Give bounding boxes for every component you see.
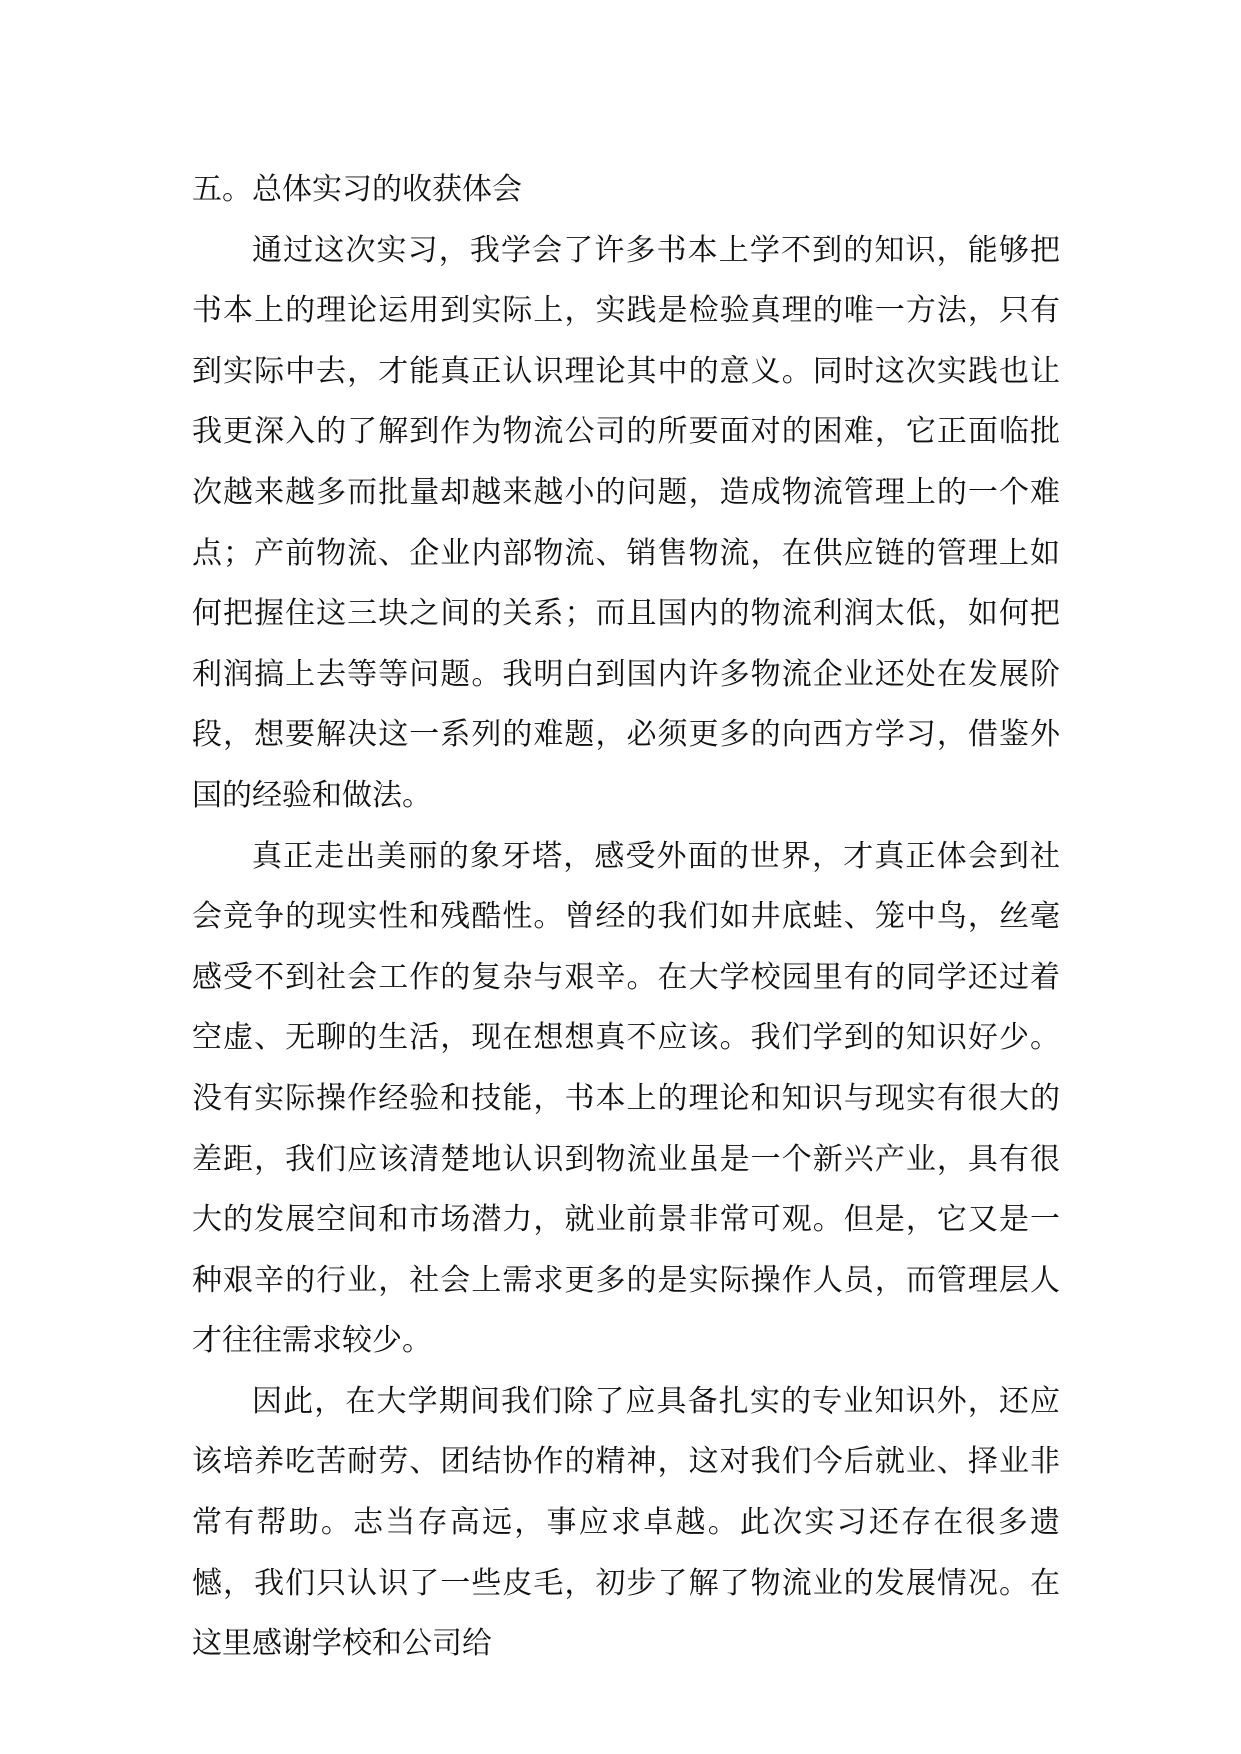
paragraph-internship-gains: 通过这次实习，我学会了许多书本上学不到的知识，能够把书本上的理论运用到实际上，实践是检验真理的唯一方法，只有到实际中去，才能真正认识理论其中的意义。同时这次实践也让我更深入的了解到作为物流公司的所要面对的困难，它正面临批次越来越多而批量却越来越小的问题，造成物流管理上的一个难点；产前物流、企业内部物流、销售物流，在供应链的管理上如何把握住这三块之间的关系；而且国内的物流利润太低，如何把利润搞上去等等问题。我明白到国内许多物流企业还处在发展阶段，想要解决这一系列的难题，必须更多的向西方学习，借鉴外国的经验和做法。 (192, 232, 1060, 813)
paragraph-conclusion: 因此，在大学期间我们除了应具备扎实的专业知识外，还应该培养吃苦耐劳、团结协作的精神，这对我们今后就业、择业非常有帮助。志当存高远，事应求卓越。此次实习还存在很多遗憾，我们只认识了一些皮毛，初步了解了物流业的发展情况。在这里感谢学校和公司给 (192, 1383, 1060, 1662)
document-body (192, 160, 1060, 1675)
section-heading: 五。总体实习的收获体会 (192, 172, 522, 207)
paragraph-social-reality: 真正走出美丽的象牙塔，感受外面的世界，才真正体会到社会竞争的现实性和残酷性。曾经的我们如井底蛙、笼中鸟，丝毫感受不到社会工作的复杂与艰辛。在大学校园里有的同学还过着空虚、无聊的生活，现在想想真不应该。我们学到的知识好少。没有实际操作经验和技能，书本上的理论和知识与现实有很大的差距，我们应该清楚地认识到物流业虽是一个新兴产业，具有很大的发展空间和市场潜力，就业前景非常可观。但是，它又是一种艰辛的行业，社会上需求更多的是实际操作人员，而管理层人才往往需求较少。 (192, 838, 1060, 1359)
